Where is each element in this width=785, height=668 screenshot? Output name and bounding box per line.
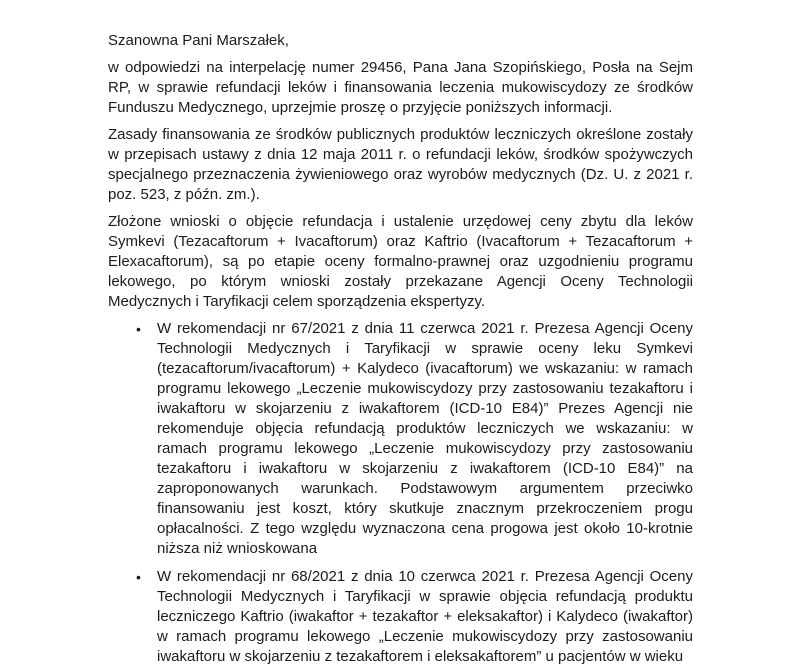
recommendations-list bbox=[108, 319, 693, 667]
list-item-recommendation-68-2021 bbox=[108, 567, 693, 667]
paragraph-interpellation-response: w odpowiedzi na interpelację numer 29456, Pana Jana Szopińskiego, Posła na Sejm RP, w sprawie refundacji leków i finansowania leczenia mukowiscydozy ze środków Funduszu Medycznego, uprzejmie proszę o przyjęcie poniższych informacji. bbox=[108, 59, 693, 116]
bullet-icon: • bbox=[136, 321, 141, 337]
letter-body bbox=[108, 31, 693, 667]
paragraph-submitted-applications: Złożone wnioski o objęcie refundacja i ustalenie urzędowej ceny zbytu dla leków Symkevi (Tezacaftorum + Ivacaftorum) oraz Kaftrio (Ivacaftorum + Tezacaftorum + Elexacaftorum), są po etapie oceny formalno-prawnej oraz uzgodnieniu programu lekowego, po którym wnioski zostały przekazane Agencji Oceny Technologii Medycznych i Taryfikacji celem sporządzenia ekspertyzy. bbox=[108, 213, 693, 310]
list-item-text: W rekomendacji nr 67/2021 z dnia 11 czerwca 2021 r. Prezesa Agencji Oceny Technologii Medycznych i Taryfikacji w sprawie oceny leku Symkevi (tezacaftorum/ivacaftorum) + Kalydeco (ivacaftorum) we wskazaniu: w ramach programu lekowego „Leczenie mukowiscydozy przy zastosowaniu tezakaftoru i iwakaftoru w skojarzeniu z iwakaftorem (ICD-10 E84)” Prezes Agencji nie rekomenduje objęcia refundacją produktów leczniczych we wskazaniu: w ramach programu lekowego „Leczenie mukowiscydozy przy zastosowaniu tezakaftoru i iwakaftoru w skojarzeniu z iwakaftorem (ICD-10 E84)” na zaproponowanych warunkach. Podstawowym argumentem przeciwko finansowaniu jest koszt, który skutkuje znacznym przekroczeniem progu opłacalności. Z tego względu wyznaczona cena progowa jest około 10-krotnie niższa niż wnioskowana bbox=[157, 320, 693, 557]
list-item-text: W rekomendacji nr 68/2021 z dnia 10 czerwca 2021 r. Prezesa Agencji Oceny Technologii Medycznych i Taryfikacji w sprawie objęcia refundacją produktu leczniczego Kaftrio (iwakaftor + tezakaftor + eleksakaftor) i Kalydeco (iwakaftor) w ramach programu lekowego „Leczenie mukowiscydozy przy zastosowaniu iwakaftoru w skojarzeniu z tezakaftorem i eleksakaftorem” u pacjentów w wieku bbox=[157, 568, 693, 665]
salutation: Szanowna Pani Marszałek, bbox=[108, 32, 289, 49]
list-item-recommendation-67-2021 bbox=[108, 319, 693, 559]
paragraph-legal-basis: Zasady finansowania ze środków publicznych produktów leczniczych określone zostały w przepisach ustawy z dnia 12 maja 2011 r. o refundacji leków, środków spożywczych specjalnego przeznaczenia żywieniowego oraz wyrobów medycznych (Dz. U. z 2021 r. poz. 523, z późn. zm.). bbox=[108, 126, 693, 203]
bullet-icon: • bbox=[136, 569, 141, 585]
